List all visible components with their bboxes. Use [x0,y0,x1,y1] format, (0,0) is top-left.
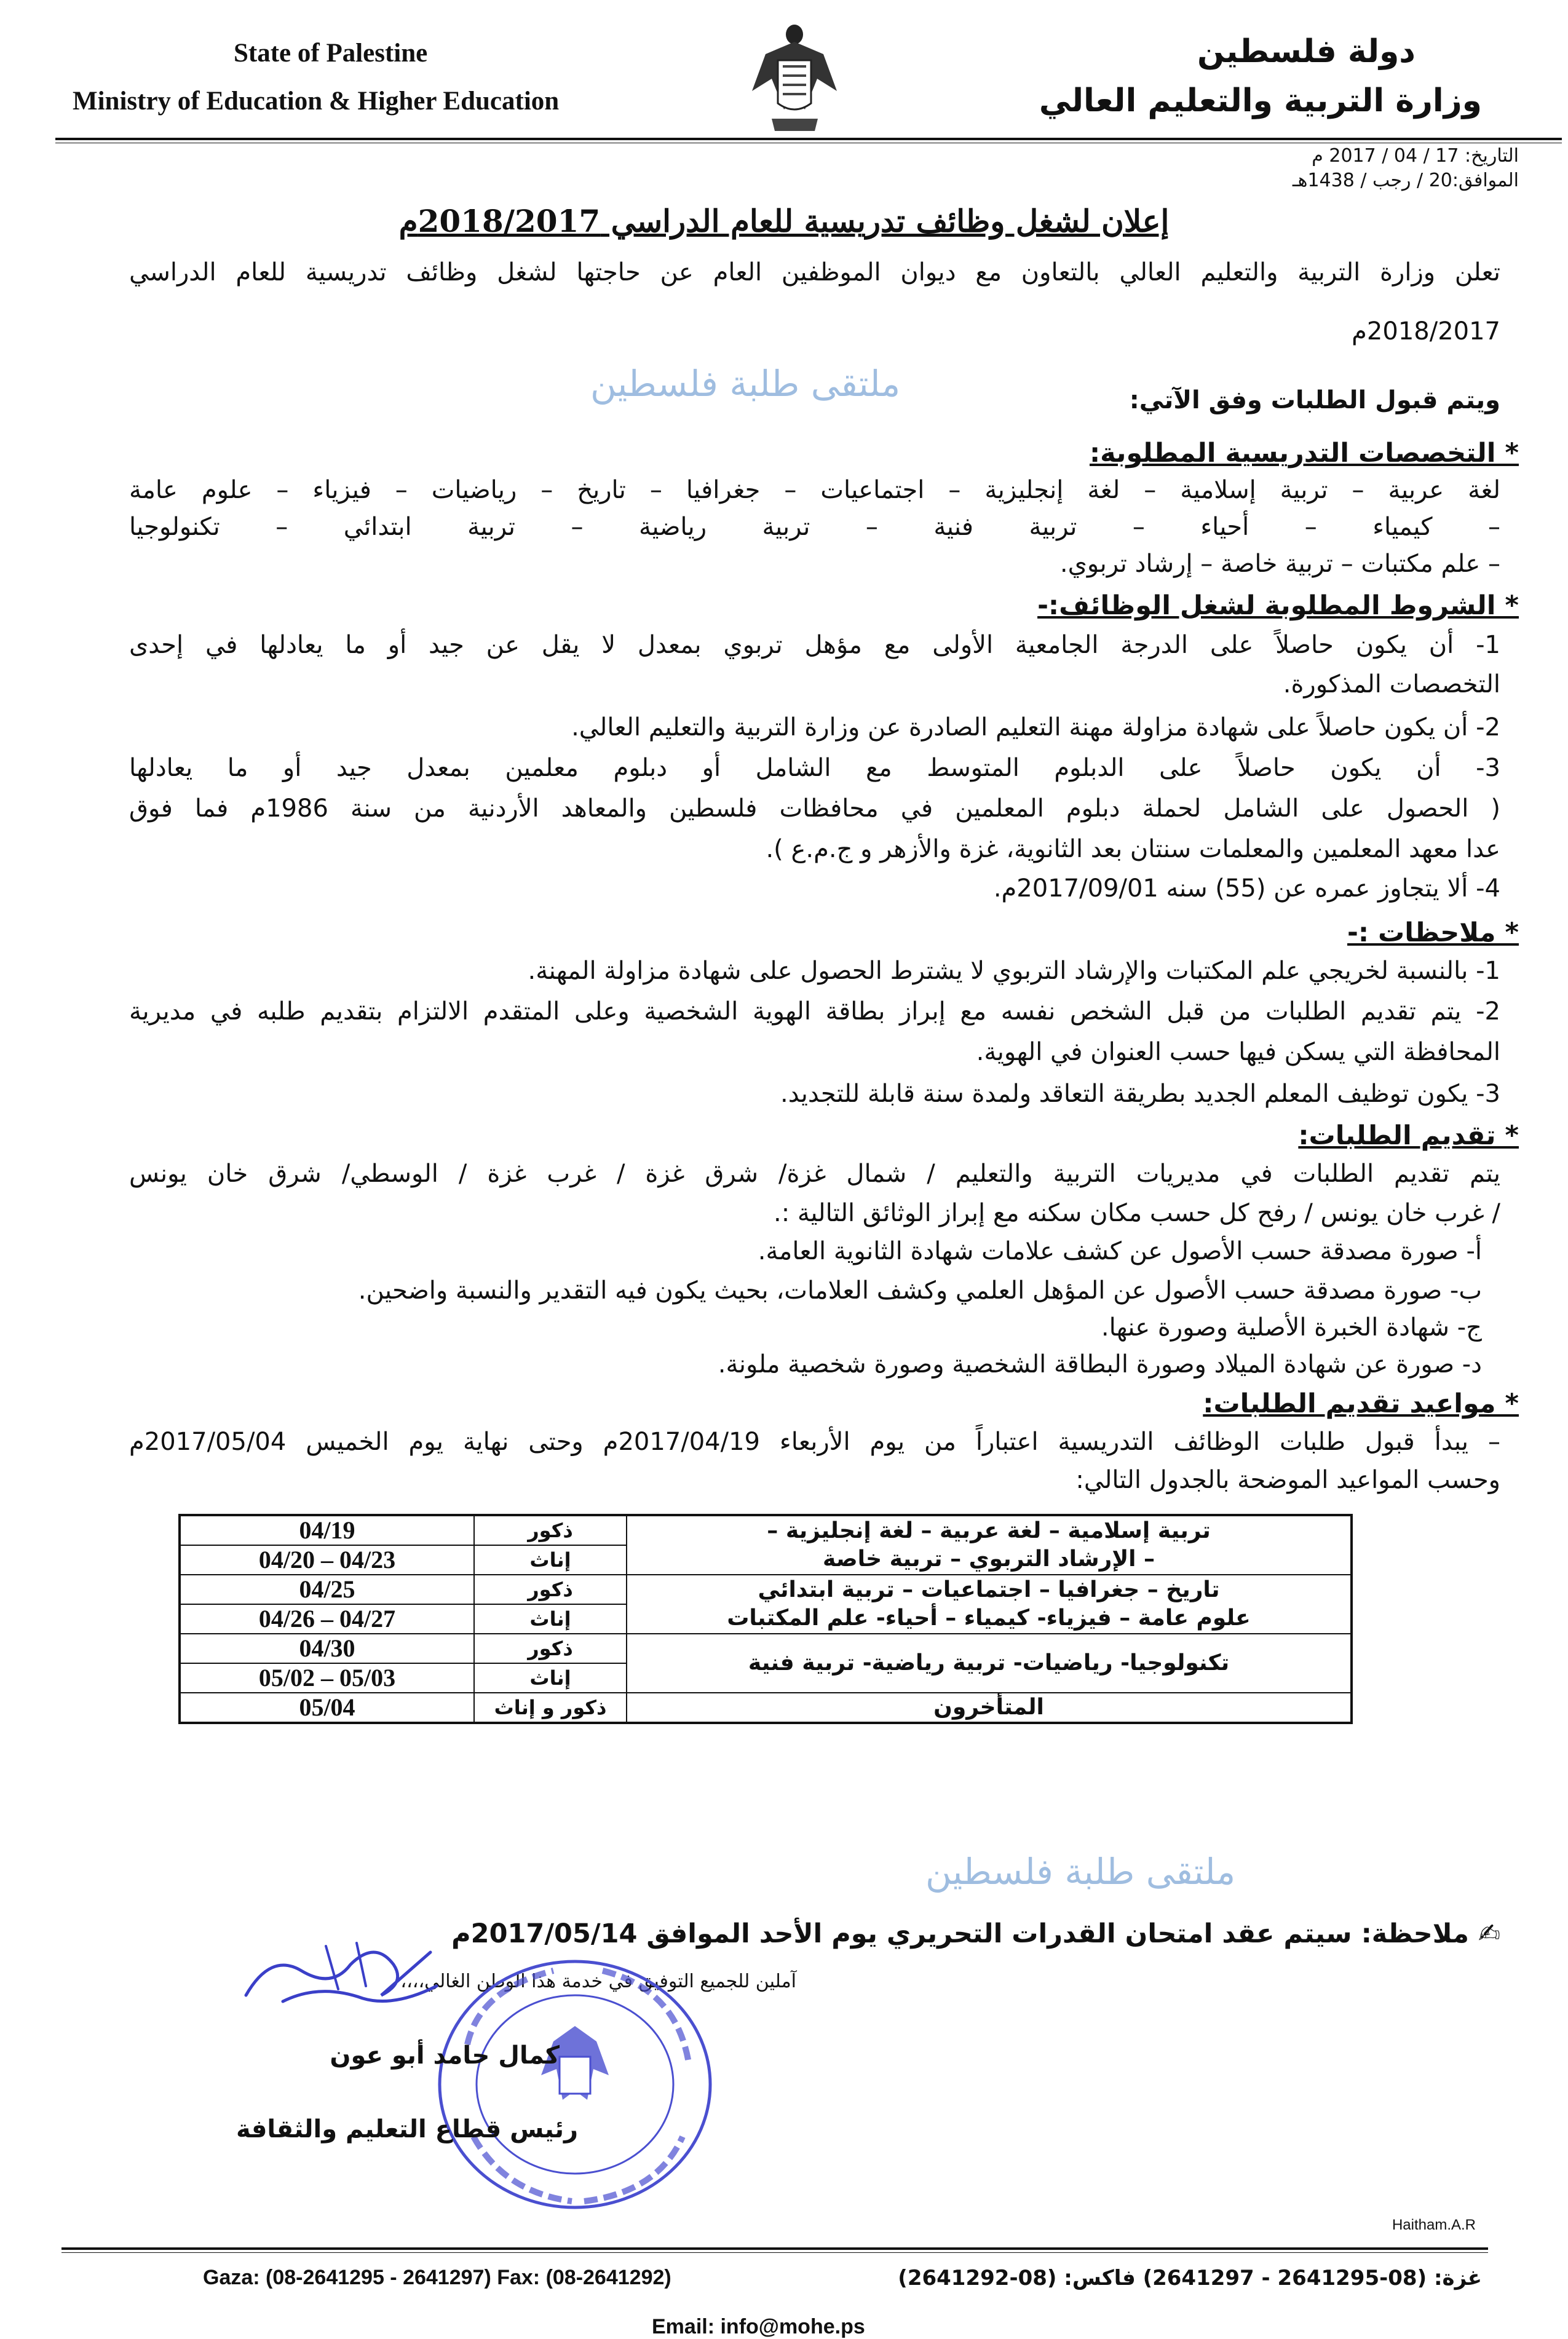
subject-line: – الإرشاد التربوي – تربية خاصة [823,1546,1155,1572]
specializations-heading: * التخصصات التدريسية المطلوبة: [1089,438,1519,469]
palestine-eagle-emblem-icon [747,17,842,140]
conditions-line: 4- ألا يتجاوز عمره عن (55) سنه 2017/09/01م. [993,874,1500,903]
deadlines-heading: * مواعيد تقديم الطلبات: [1203,1388,1519,1419]
table-cell-gender: ذكور [474,1515,627,1545]
deadlines-line: – يبدأ قبول طلبات الوظائف التدريسية اعتباراً من يوم الأربعاء 2017/04/19م وحتى نهاية يوم الخميس 2017/05/04م [129,1428,1500,1456]
signatory-title: رئيس قطاع التعليم والثقافة [236,2115,578,2143]
submission-line: ج- شهادة الخبرة الأصلية وصورة عنها. [1101,1313,1482,1342]
footer-contact-english: Gaza: (08-2641295 - 2641297) Fax: (08-2641292) [203,2266,671,2289]
header-arabic-ministry: وزارة التربية والتعليم العالي [1039,82,1482,119]
notes-line: 1- بالنسبة لخريجي علم المكتبات والإرشاد التربوي لا يشترط الحصول على شهادة مزاولة المهنة. [528,957,1500,985]
subject-line: تربية إسلامية – لغة عربية – لغة إنجليزية – [767,1518,1211,1543]
watermark-text: ملتقى طلبة فلسطين [590,363,901,405]
header-arabic-country: دولة فلسطين [1197,33,1416,70]
application-schedule-table [178,1514,1353,1724]
table-cell-gender: ذكور [474,1634,627,1663]
table-cell-gender: إناث [474,1604,627,1634]
watermark-text: ملتقى طلبة فلسطين [925,1851,1236,1893]
table-cell-gender: إناث [474,1545,627,1575]
submission-line: أ- صورة مصدقة حسب الأصول عن كشف علامات شهادة الثانوية العامة. [758,1237,1482,1265]
footer-rule-thick [61,2247,1488,2250]
conditions-line: التخصصات المذكورة. [1283,670,1500,699]
notes-line: 3- يكون توظيف المعلم الجديد بطريقة التعاقد ولمدة سنة قابلة للتجديد. [780,1080,1500,1108]
table-cell-subjects [627,1515,1352,1575]
notes-line: 2- يتم تقديم الطلبات من قبل الشخص نفسه مع إبراز بطاقة الهوية الشخصية وعلى المتقدم الالتزام بتقديم طلبه في مديرية [129,997,1500,1026]
specializations-line: لغة عربية – تربية إسلامية – لغة إنجليزية – اجتماعيات – جغرافيا – تاريخ – رياضيات – فيزياء – علوم عامة [129,476,1500,504]
table-cell-date: 04/30 [180,1634,474,1663]
table-cell-date: 04/19 [180,1515,474,1545]
table-cell-subjects: تكنولوجيا- رياضيات- تربية رياضية- تربية فنية [627,1634,1352,1693]
notes-heading: * ملاحظات :- [1347,917,1519,948]
official-stamp-icon [430,1952,719,2217]
subject-line: علوم عامة – فيزياء- كيمياء – أحياء- علم المكتبات [727,1605,1251,1631]
header-rule-thick [55,138,1562,140]
conditions-line: 3- أن يكون حاصلاً على الدبلوم المتوسط مع الشامل أو دبلوم معلمين بمعدل جيد أو ما يعادلها [129,754,1500,782]
intro-line-2: 2018/2017م [1352,317,1500,346]
submission-line: ب- صورة مصدقة حسب الأصول عن المؤهل العلمي وكشف العلامات، بحيث يكون فيه التقدير والنسبة واضحين. [358,1276,1482,1305]
deadlines-line: وحسب المواعيد الموضحة بالجدول التالي: [1075,1466,1500,1494]
table-row [180,1575,1352,1604]
table-cell-date: 05/04 [180,1693,474,1723]
exam-date-note: ✍ ملاحظة: سيتم عقد امتحان القدرات التحريري يوم الأحد الموافق 2017/05/14م [451,1918,1500,1949]
footer-rule-thin [61,2252,1488,2253]
subject-line: تاريخ – جغرافيا – اجتماعيات – تربية ابتدائي [758,1577,1220,1602]
submission-line: د- صورة عن شهادة الميلاد وصورة البطاقة الشخصية وصورة شخصية ملونة. [718,1350,1482,1379]
table-row [180,1693,1352,1723]
intro-line-3: ويتم قبول الطلبات وفق الآتي: [1129,386,1500,414]
submission-heading: * تقديم الطلبات: [1298,1120,1519,1151]
conditions-line: ( الحصول على الشامل لحملة دبلوم المعلمين في محافظات فلسطين والمعاهد الأردنية من سنة 1986م فما فوق [129,794,1500,823]
conditions-heading: * الشروط المطلوبة لشغل الوظائف:- [1037,590,1519,621]
signatory-name: كمال حامد أبو عون [330,2041,560,2070]
specializations-line: – علم مكتبات – تربية خاصة – إرشاد تربوي. [1059,550,1500,578]
header-english-country: State of Palestine [234,39,428,68]
date-gregorian: التاريخ: 17 / 04 / 2017 م [1312,145,1519,167]
conditions-line: عدا معهد المعلمين والمعلمات سنتان بعد الثانوية، غزة والأزهر و ج.م.ع ). [766,835,1500,863]
table-cell-gender: ذكور [474,1575,627,1604]
closing-wish: آملين للجميع التوفيق في خدمة هذا الوطن الغالي،،،، [400,1971,796,1992]
table-cell-subjects [627,1575,1352,1634]
table-cell-date: 04/23 – 04/20 [180,1545,474,1575]
specializations-line: – كيمياء – أحياء – تربية فنية – تربية رياضية – تربية ابتدائي – تكنولوجيا [129,513,1500,541]
submission-line: يتم تقديم الطلبات في مديريات التربية والتعليم / شمال غزة/ شرق غزة / غرب غزة / الوسطي/ شرق خان يونس [129,1160,1500,1188]
submission-line: / غرب خان يونس / رفح كل حسب مكان سكنه مع إبراز الوثائق التالية :. [774,1199,1500,1227]
handwritten-signature-icon [234,1928,455,2026]
table-cell-gender: إناث [474,1663,627,1693]
notes-line: المحافظة التي يسكن فيها حسب العنوان في الهوية. [976,1038,1500,1066]
conditions-line: 2- أن يكون حاصلاً على شهادة مزاولة مهنة التعليم الصادرة عن وزارة التربية والتعليم العالي. [571,713,1500,742]
table-cell-date: 05/03 – 05/02 [180,1663,474,1693]
header-english-ministry: Ministry of Education & Higher Education [73,87,560,116]
table-row [180,1634,1352,1663]
table-cell-gender: ذكور و إناث [474,1693,627,1723]
typist-initials: Haitham.A.R [1392,2217,1476,2233]
footer-email: Email: info@mohe.ps [652,2315,865,2338]
table-cell-subjects: المتأخرون [627,1693,1352,1723]
table-cell-date: 04/27 – 04/26 [180,1604,474,1634]
date-hijri: الموافق:20 / رجب / 1438هـ [1292,170,1519,191]
footer-contact-arabic: غزة: (08-2641295 - 2641297) فاكس: (08-2641292) [898,2266,1482,2290]
intro-line-1: تعلن وزارة التربية والتعليم العالي بالتعاون مع ديوان الموظفين العام عن حاجتها لشغل وظائف تدريسية للعام الدراسي [129,258,1500,287]
table-row [180,1515,1352,1545]
announcement-title: إعلان لشغل وظائف تدريسية للعام الدراسي 2018/2017م [398,203,1170,239]
conditions-line: 1- أن يكون حاصلاً على الدرجة الجامعية الأولى مع مؤهل تربوي بمعدل لا يقل عن جيد أو ما يعادلها في إحدى [129,631,1500,659]
table-cell-date: 04/25 [180,1575,474,1604]
